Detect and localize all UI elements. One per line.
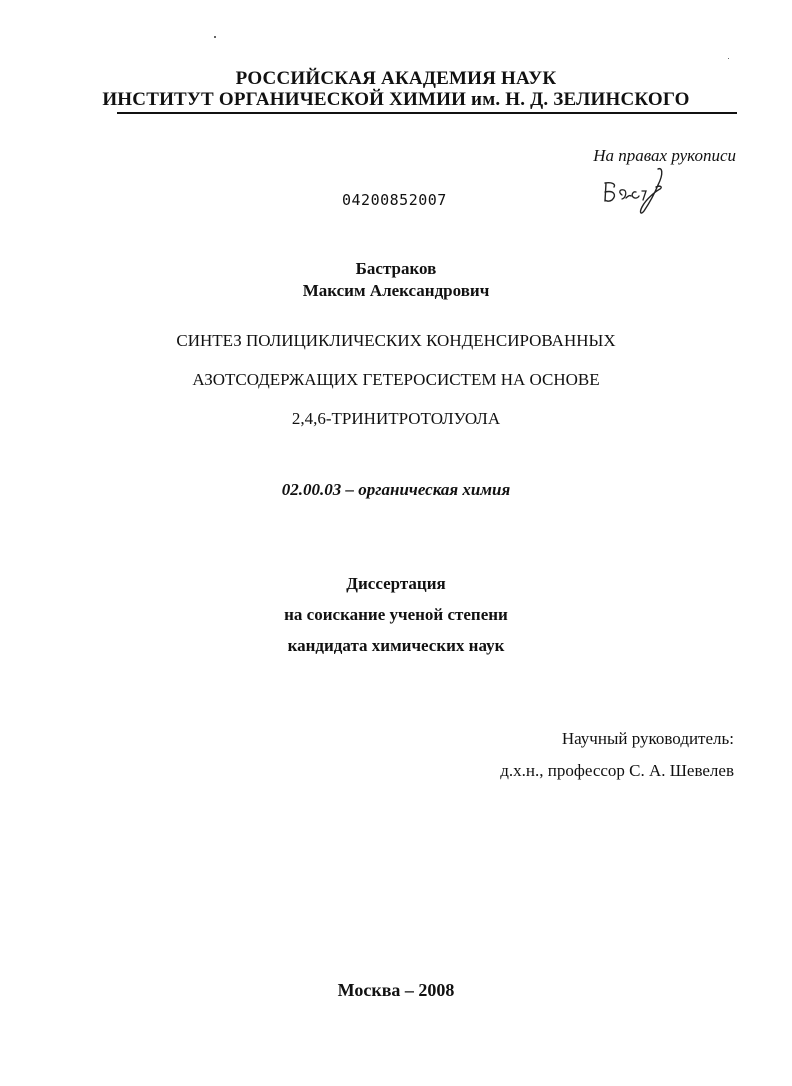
signature-icon (598, 165, 678, 217)
document-code: 04200852007 (342, 191, 447, 209)
specialty-code: 02.00.03 – органическая химия (281, 480, 511, 499)
degree-name: кандидата химических наук (287, 636, 505, 655)
thesis-title-line: 2,4,6-ТРИНИТРОТОЛУОЛА (291, 409, 501, 428)
thesis-title-line: СИНТЕЗ ПОЛИЦИКЛИЧЕСКИХ КОНДЕНСИРОВАННЫХ (176, 331, 616, 350)
supervisor-name: д.х.н., профессор С. А. Шевелев (500, 761, 734, 780)
degree-purpose: на соискание ученой степени (284, 605, 508, 624)
scan-speck (214, 36, 216, 38)
institute-name: ИНСТИТУТ ОРГАНИЧЕСКОЙ ХИМИИ им. Н. Д. ЗЕЛИНСКОГО (102, 89, 690, 110)
organization-name: РОССИЙСКАЯ АКАДЕМИЯ НАУК (235, 68, 557, 89)
author-given-names: Максим Александрович (302, 281, 490, 300)
document-type: Диссертация (346, 574, 446, 593)
scan-speck (728, 58, 729, 59)
header-divider (117, 112, 737, 114)
thesis-title-line: АЗОТСОДЕРЖАЩИХ ГЕТЕРОСИСТЕМ НА ОСНОВЕ (192, 370, 600, 389)
author-surname: Бастраков (355, 259, 437, 278)
rights-note: На правах рукописи (593, 146, 736, 165)
city-year: Москва – 2008 (337, 980, 455, 1000)
supervisor-label: Научный руководитель: (561, 729, 734, 748)
